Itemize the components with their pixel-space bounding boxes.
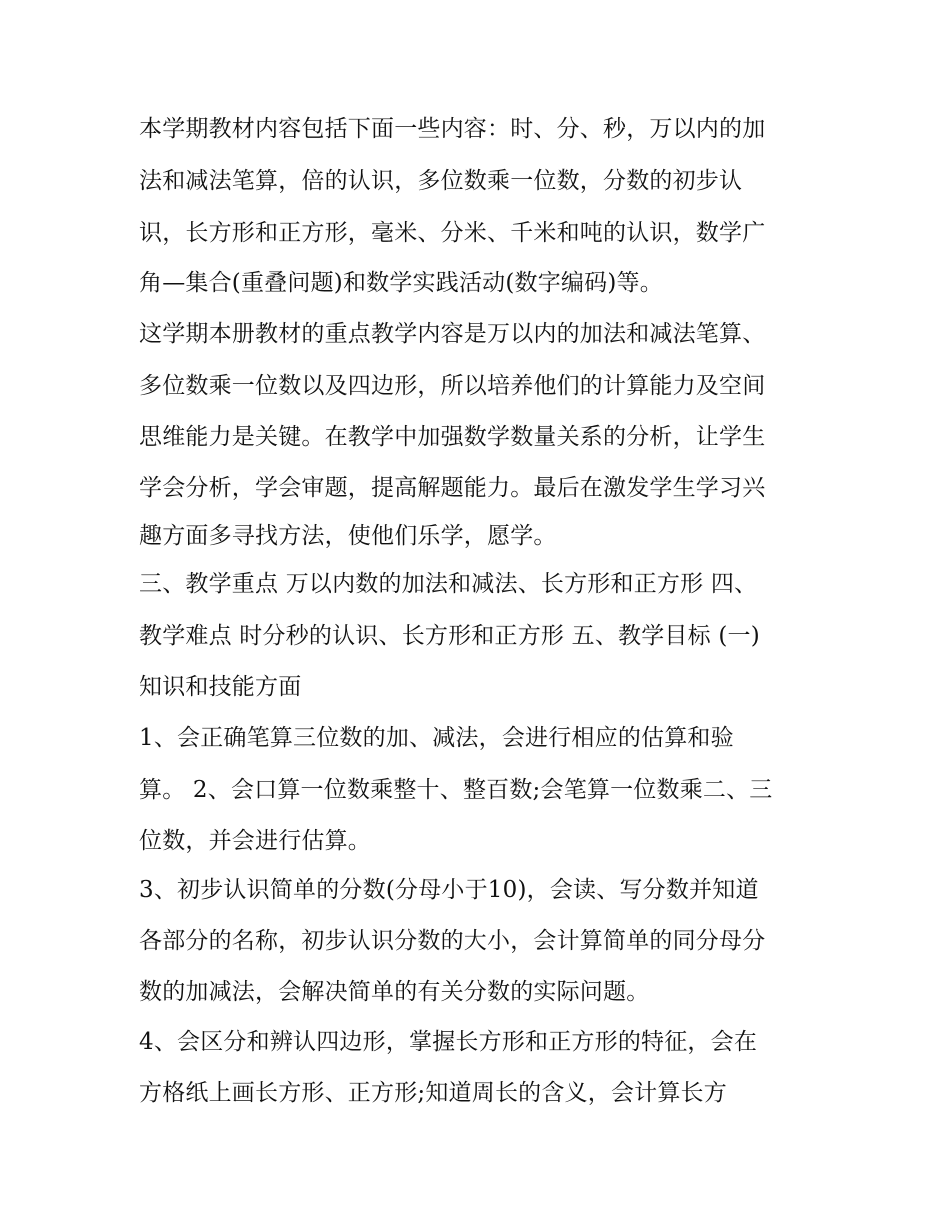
- text-line: 各部分的名称，初步认识分数的大小，会计算简单的同分母分: [139, 928, 766, 954]
- text-line: 这学期本册教材的重点教学内容是万以内的加法和减法笔算、: [139, 321, 766, 347]
- text-line: 教学难点 时分秒的认识、长方形和正方形 五、教学目标 (一): [139, 623, 760, 649]
- text-line: 识，长方形和正方形，毫米、分米、千米和吨的认识，数学广: [139, 220, 766, 246]
- text-line: 思维能力是关键。在教学中加强数学数量关系的分析，让学生: [139, 424, 766, 450]
- text-line: 数的加减法，会解决简单的有关分数的实际问题。: [139, 979, 650, 1005]
- text-line: 本学期教材内容包括下面一些内容：时、分、秒，万以内的加: [139, 116, 766, 142]
- text-line: 学会分析，学会审题，提高解题能力。最后在激发学生学习兴: [139, 475, 766, 501]
- text-line: 角—集合(重叠问题)和数学实践活动(数字编码)等。: [139, 270, 663, 296]
- text-line: 位数，并会进行估算。: [139, 828, 371, 854]
- text-line: 方格纸上画长方形、正方形;知道周长的含义，会计算长方: [139, 1080, 727, 1106]
- text-line: 知识和技能方面: [139, 674, 302, 700]
- text-line: 法和减法笔算，倍的认识，多位数乘一位数，分数的初步认: [139, 168, 743, 194]
- text-line: 算。 2、会口算一位数乘整十、整百数;会笔算一位数乘二、三: [139, 777, 773, 803]
- text-line: 1、会正确笔算三位数的加、减法，会进行相应的估算和验: [139, 725, 734, 751]
- text-line: 趣方面多寻找方法，使他们乐学，愿学。: [139, 523, 557, 549]
- text-line: 三、教学重点 万以内数的加法和减法、长方形和正方形 四、: [139, 571, 758, 597]
- text-line: 4、会区分和辨认四边形，掌握长方形和正方形的特征，会在: [139, 1029, 758, 1055]
- text-line: 多位数乘一位数以及四边形，所以培养他们的计算能力及空间: [139, 373, 766, 399]
- text-line: 3、初步认识简单的分数(分母小于10)，会读、写分数并知道: [139, 877, 759, 903]
